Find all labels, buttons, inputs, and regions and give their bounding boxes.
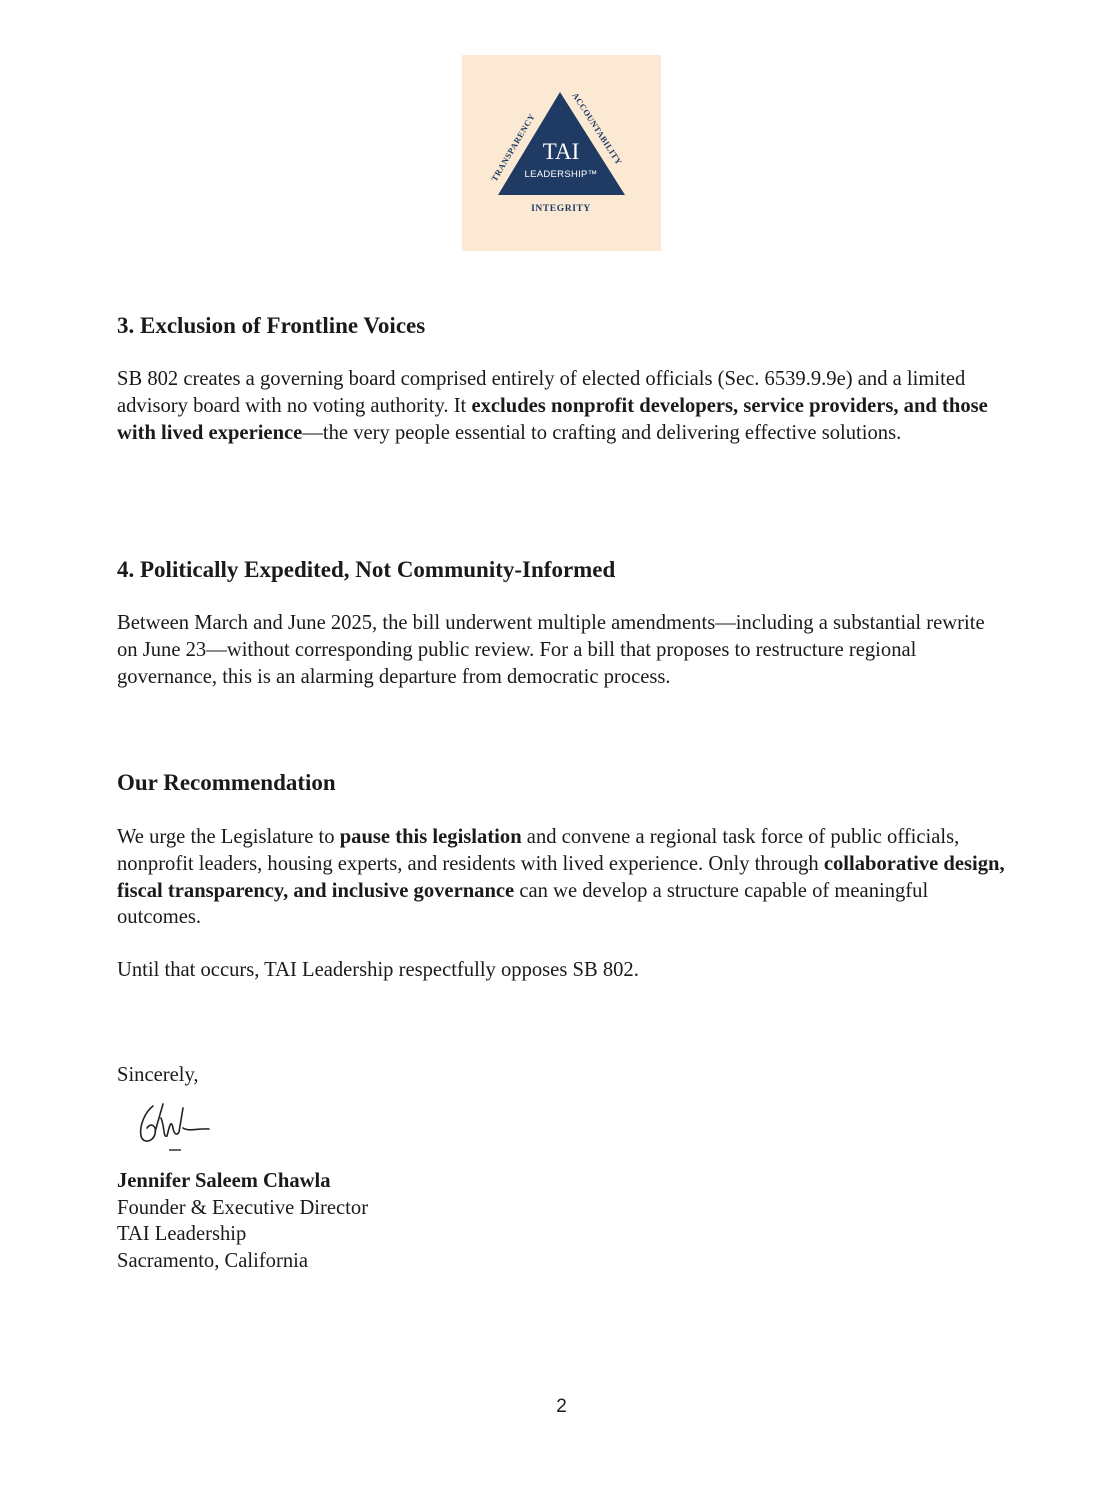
logo-center-text: TAI — [542, 139, 580, 164]
logo-bottom-text: INTEGRITY — [531, 204, 591, 214]
signature-block — [117, 1168, 368, 1274]
section-3-paragraph: SB 802 creates a governing board comprised entirely of elected officials (Sec. 6539.9.9e) and a limited advisory board with no voting authority. It excludes nonprofit developers, service providers, and those with lived experience—the very people essential to crafting and delivering effective solutions. — [117, 368, 988, 444]
recommendation-paragraph: We urge the Legislature to pause this legislation and convene a regional task force of public officials, nonprofit leaders, housing experts, and residents with lived experience. Only through collaborative design, fiscal transparency, and inclusive governance can we develop a structure capable of meaningful outcomes. — [117, 826, 1005, 929]
logo-sub-text: LEADERSHIP™ — [524, 169, 598, 180]
signer-organization: TAI Leadership — [117, 1223, 247, 1245]
signer-location: Sacramento, California — [117, 1249, 308, 1272]
recommendation-heading: Our Recommendation — [117, 770, 336, 795]
page-number: 2 — [556, 1396, 567, 1417]
section-3-heading: 3. Exclusion of Frontline Voices — [117, 313, 426, 338]
signer-name: Jennifer Saleem Chawla — [117, 1170, 331, 1192]
closing-statement: Until that occurs, TAI Leadership respectfully opposes SB 802. — [117, 959, 639, 981]
handwritten-signature — [133, 1098, 217, 1154]
section-4-heading: 4. Politically Expedited, Not Community-Informed — [117, 557, 616, 582]
logo-right-text: ACCOUNTABILITY — [570, 90, 625, 167]
salutation: Sincerely, — [117, 1064, 199, 1086]
signer-title: Founder & Executive Director — [117, 1196, 369, 1219]
section-4-paragraph: Between March and June 2025, the bill underwent multiple amendments—including a substantial rewrite on June 23—without corresponding public review. For a bill that proposes to restructure regional governance, this is an alarming departure from democratic process. — [117, 612, 985, 688]
tai-leadership-logo — [462, 55, 661, 251]
logo-left-text: TRANSPARENCY — [489, 111, 537, 184]
